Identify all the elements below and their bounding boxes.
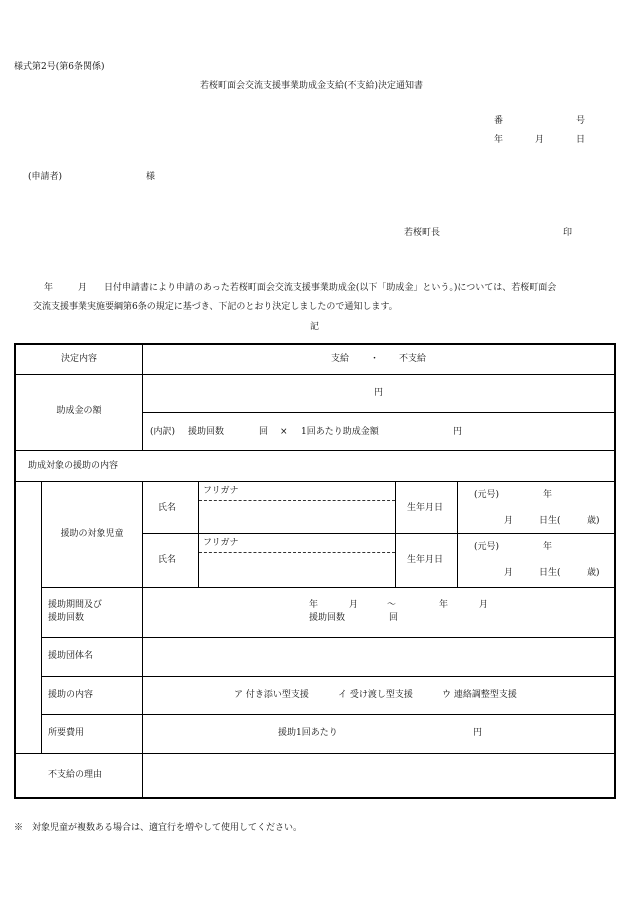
applicant-honorific: 様: [146, 172, 156, 182]
child1-month: 月: [504, 516, 514, 526]
child2-furigana: フリガナ: [203, 538, 239, 548]
body-line2: 交流支援事業実施要綱第6条の規定に基づき、下記のとおり決定しましたので通知します。: [33, 302, 398, 312]
decision-separator: ・: [370, 354, 380, 364]
child1-era: (元号): [474, 490, 500, 500]
decision-option-nopay: 不支給: [399, 354, 427, 364]
applicant-label: (申請者): [28, 172, 63, 182]
period-year2: 年: [439, 600, 449, 610]
content-option-i: イ 受け渡し型支援: [338, 690, 413, 700]
period-month1: 月: [349, 600, 359, 610]
date-day: 日: [576, 135, 586, 145]
amount-yen: 円: [374, 388, 384, 398]
child1-age: 歳): [587, 516, 600, 526]
child2-age: 歳): [587, 568, 600, 578]
org-label: 援助団体名: [48, 651, 94, 661]
period-month2: 月: [479, 600, 489, 610]
child2-month: 月: [504, 568, 514, 578]
content-option-a: ア 付き添い型支援: [234, 690, 309, 700]
decision-form-table: [14, 343, 616, 799]
period-count-unit: 回: [389, 613, 399, 623]
issuer-title: 若桜町長: [404, 228, 441, 238]
child1-furigana: フリガナ: [203, 486, 239, 496]
period-label-line2: 援助回数: [48, 613, 85, 623]
child2-year: 年: [543, 542, 553, 552]
child-label: 援助の対象児童: [60, 529, 124, 539]
cost-label: 所要費用: [48, 728, 85, 738]
child1-day-born: 日生(: [539, 516, 561, 526]
footnote: ※ 対象児童が複数ある場合は、適宜行を増やして使用してください。: [14, 823, 303, 833]
child2-birth-label: 生年月日: [407, 555, 444, 565]
period-count-label: 援助回数: [309, 613, 346, 623]
body-line1: 日付申請書により申請のあった若桜町面会交流支援事業助成金(以下「助成金」という。)については、若桜町面会: [104, 283, 557, 293]
content-option-u: ウ 連絡調整型支援: [442, 690, 517, 700]
decision-option-pay: 支給: [331, 354, 350, 364]
period-label-line1: 援助期間及び: [48, 600, 103, 610]
decision-label: 決定内容: [60, 354, 98, 364]
date-month: 月: [535, 135, 545, 145]
reason-label: 不支給の理由: [48, 770, 103, 780]
support-content-header: 助成対象の援助の内容: [28, 461, 119, 471]
child2-name-label: 氏名: [158, 555, 177, 565]
issuer-seal: 印: [563, 228, 573, 238]
child1-year: 年: [543, 490, 553, 500]
child2-day-born: 日生(: [539, 568, 561, 578]
body-year: 年: [44, 283, 54, 293]
breakdown-count-unit: 回: [259, 427, 269, 437]
child1-name-label: 氏名: [158, 503, 177, 513]
breakdown-per-label: 1回あたり助成金額: [301, 427, 379, 437]
breakdown-label: (内訳): [150, 427, 176, 437]
cost-per-label: 援助1回あたり: [278, 728, 338, 738]
number-label: 番: [494, 116, 504, 126]
form-number: 様式第2号(第6条関係): [14, 62, 105, 72]
date-year: 年: [494, 135, 504, 145]
body-month: 月: [78, 283, 88, 293]
child1-birth-label: 生年月日: [407, 503, 444, 513]
breakdown-times: ×: [280, 427, 288, 437]
period-year1: 年: [309, 600, 319, 610]
number-suffix: 号: [576, 116, 586, 126]
child2-era: (元号): [474, 542, 500, 552]
breakdown-count-label: 援助回数: [188, 427, 225, 437]
breakdown-per-unit: 円: [453, 427, 463, 437]
document-title: 若桜町面会交流支援事業助成金支給(不支給)決定通知書: [200, 81, 424, 91]
content-label: 援助の内容: [48, 690, 94, 700]
cost-yen: 円: [473, 728, 483, 738]
amount-label: 助成金の額: [56, 406, 102, 416]
period-tilde: ～: [387, 600, 397, 610]
ki-mark: 記: [310, 322, 320, 332]
